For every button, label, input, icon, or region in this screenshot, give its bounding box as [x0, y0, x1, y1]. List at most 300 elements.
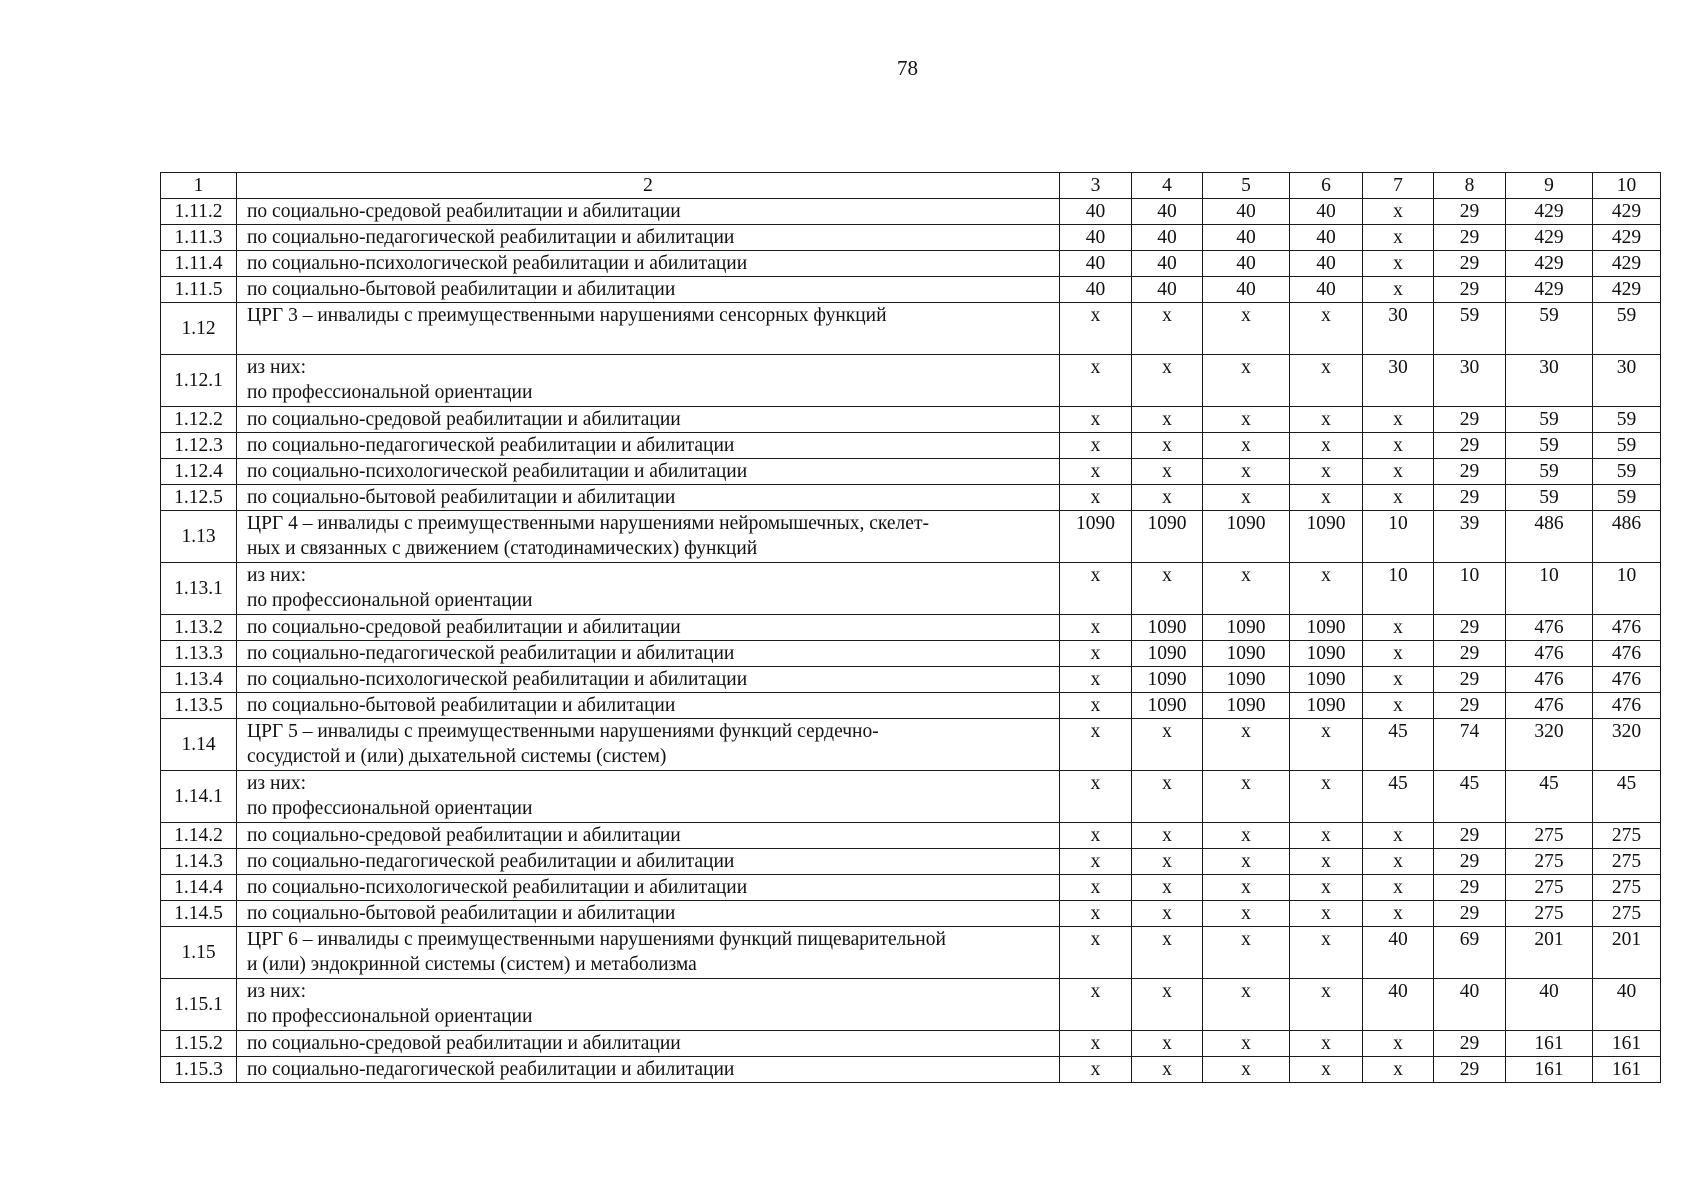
value-cell-col-5: 1090 [1203, 641, 1290, 667]
value-cell-col-10: 476 [1593, 667, 1661, 693]
row-description-cell [237, 823, 1060, 849]
row-description-cell [237, 433, 1060, 459]
row-code-cell: 1.14.2 [161, 823, 237, 849]
row-description-cell [237, 979, 1060, 1031]
table-row [161, 199, 1661, 225]
value-cell-col-3: 40 [1060, 225, 1132, 251]
value-cell-col-10: 476 [1593, 615, 1661, 641]
value-cell-col-7: 45 [1363, 771, 1434, 823]
value-cell-col-9: 275 [1506, 875, 1593, 901]
value-cell-col-4: х [1132, 485, 1203, 511]
value-cell-col-9: 30 [1506, 355, 1593, 407]
value-cell-col-3: х [1060, 1031, 1132, 1057]
value-cell-col-10: 429 [1593, 225, 1661, 251]
table-row [161, 927, 1661, 979]
header-cell: 4 [1132, 173, 1203, 199]
description-line: по профессиональной ориентации [247, 798, 533, 819]
value-cell-col-9: 275 [1506, 901, 1593, 927]
row-code-cell: 1.11.2 [161, 199, 237, 225]
description-line: ЦРГ 4 – инвалиды с преимущественными нарушениями нейромышечных, скелет- [247, 513, 929, 534]
value-cell-col-3: 1090 [1060, 511, 1132, 563]
value-cell-col-9: 476 [1506, 667, 1593, 693]
value-cell-col-4: х [1132, 875, 1203, 901]
row-description-cell [237, 771, 1060, 823]
value-cell-col-9: 476 [1506, 641, 1593, 667]
value-cell-col-3: х [1060, 667, 1132, 693]
value-cell-col-9: 10 [1506, 563, 1593, 615]
row-code-cell: 1.11.4 [161, 251, 237, 277]
page-number: 78 [897, 56, 918, 80]
value-cell-col-5: х [1203, 433, 1290, 459]
value-cell-col-8: 29 [1434, 901, 1506, 927]
value-cell-col-10: 59 [1593, 485, 1661, 511]
row-code-cell: 1.14.5 [161, 901, 237, 927]
table-row [161, 459, 1661, 485]
description-line: ЦРГ 6 – инвалиды с преимущественными нарушениями функций пищеварительной [247, 929, 946, 950]
value-cell-col-4: х [1132, 719, 1203, 771]
table-row [161, 719, 1661, 771]
header-cell: 6 [1290, 173, 1363, 199]
value-cell-col-9: 476 [1506, 615, 1593, 641]
value-cell-col-4: х [1132, 355, 1203, 407]
value-cell-col-7: х [1363, 667, 1434, 693]
description-line: из них: [247, 357, 307, 378]
description-line: по социально-педагогической реабилитации и абилитации [247, 643, 735, 664]
row-code-cell: 1.12.2 [161, 407, 237, 433]
value-cell-col-6: 1090 [1290, 693, 1363, 719]
value-cell-col-3: х [1060, 433, 1132, 459]
value-cell-col-6: х [1290, 433, 1363, 459]
value-cell-col-8: 39 [1434, 511, 1506, 563]
table-row [161, 615, 1661, 641]
value-cell-col-5: х [1203, 407, 1290, 433]
row-description-cell [237, 1031, 1060, 1057]
value-cell-col-8: 29 [1434, 615, 1506, 641]
row-code-cell: 1.15 [161, 927, 237, 979]
value-cell-col-4: х [1132, 563, 1203, 615]
value-cell-col-3: х [1060, 355, 1132, 407]
value-cell-col-4: х [1132, 823, 1203, 849]
value-cell-col-7: х [1363, 251, 1434, 277]
value-cell-col-3: х [1060, 849, 1132, 875]
header-cell: 9 [1506, 173, 1593, 199]
row-description-cell [237, 901, 1060, 927]
value-cell-col-4: х [1132, 407, 1203, 433]
data-table-container [160, 172, 1660, 1083]
value-cell-col-8: 29 [1434, 277, 1506, 303]
value-cell-col-4: х [1132, 1031, 1203, 1057]
value-cell-col-10: 10 [1593, 563, 1661, 615]
value-cell-col-5: х [1203, 979, 1290, 1031]
value-cell-col-3: 40 [1060, 277, 1132, 303]
value-cell-col-5: х [1203, 355, 1290, 407]
table-row [161, 303, 1661, 355]
description-line: по профессиональной ориентации [247, 590, 533, 611]
value-cell-col-6: х [1290, 459, 1363, 485]
value-cell-col-9: 320 [1506, 719, 1593, 771]
value-cell-col-10: 59 [1593, 303, 1661, 355]
value-cell-col-5: х [1203, 927, 1290, 979]
value-cell-col-8: 29 [1434, 433, 1506, 459]
row-code-cell: 1.14.3 [161, 849, 237, 875]
value-cell-col-4: 1090 [1132, 615, 1203, 641]
value-cell-col-6: х [1290, 901, 1363, 927]
value-cell-col-8: 29 [1434, 823, 1506, 849]
description-line: ЦРГ 3 – инвалиды с преимущественными нарушениями сенсорных функций [247, 305, 887, 326]
value-cell-col-3: х [1060, 1057, 1132, 1083]
value-cell-col-3: х [1060, 615, 1132, 641]
value-cell-col-10: 275 [1593, 849, 1661, 875]
description-line: ЦРГ 5 – инвалиды с преимущественными нарушениями функций сердечно- [247, 721, 879, 742]
description-line: и (или) эндокринной системы (систем) и метаболизма [247, 954, 697, 975]
value-cell-col-7: х [1363, 901, 1434, 927]
value-cell-col-7: х [1363, 225, 1434, 251]
value-cell-col-10: 476 [1593, 641, 1661, 667]
table-row [161, 979, 1661, 1031]
value-cell-col-10: 161 [1593, 1057, 1661, 1083]
value-cell-col-6: 40 [1290, 277, 1363, 303]
value-cell-col-8: 30 [1434, 355, 1506, 407]
value-cell-col-7: 40 [1363, 979, 1434, 1031]
row-code-cell: 1.14.1 [161, 771, 237, 823]
description-line: по социально-бытовой реабилитации и абилитации [247, 695, 676, 716]
table-row [161, 641, 1661, 667]
value-cell-col-9: 429 [1506, 277, 1593, 303]
table-row [161, 771, 1661, 823]
row-description-cell [237, 641, 1060, 667]
row-description-cell [237, 459, 1060, 485]
value-cell-col-5: х [1203, 849, 1290, 875]
value-cell-col-4: х [1132, 849, 1203, 875]
row-code-cell: 1.13.1 [161, 563, 237, 615]
table-row [161, 823, 1661, 849]
value-cell-col-7: х [1363, 849, 1434, 875]
value-cell-col-7: 30 [1363, 355, 1434, 407]
value-cell-col-8: 59 [1434, 303, 1506, 355]
value-cell-col-8: 40 [1434, 979, 1506, 1031]
value-cell-col-8: 10 [1434, 563, 1506, 615]
value-cell-col-4: х [1132, 303, 1203, 355]
row-description-cell [237, 251, 1060, 277]
value-cell-col-10: 429 [1593, 251, 1661, 277]
value-cell-col-7: х [1363, 199, 1434, 225]
value-cell-col-8: 29 [1434, 667, 1506, 693]
table-row [161, 849, 1661, 875]
row-code-cell: 1.12.3 [161, 433, 237, 459]
value-cell-col-7: х [1363, 823, 1434, 849]
description-line: ных и связанных с движением (статодинамических) функций [247, 538, 758, 559]
table-row [161, 407, 1661, 433]
value-cell-col-6: х [1290, 485, 1363, 511]
value-cell-col-5: 40 [1203, 251, 1290, 277]
value-cell-col-3: х [1060, 459, 1132, 485]
row-description-cell [237, 277, 1060, 303]
value-cell-col-8: 45 [1434, 771, 1506, 823]
table-row [161, 563, 1661, 615]
value-cell-col-9: 161 [1506, 1057, 1593, 1083]
row-code-cell: 1.12.5 [161, 485, 237, 511]
value-cell-col-10: 275 [1593, 823, 1661, 849]
value-cell-col-7: 40 [1363, 927, 1434, 979]
value-cell-col-8: 29 [1434, 485, 1506, 511]
value-cell-col-3: х [1060, 979, 1132, 1031]
value-cell-col-4: 1090 [1132, 667, 1203, 693]
value-cell-col-4: х [1132, 433, 1203, 459]
header-cell: 8 [1434, 173, 1506, 199]
value-cell-col-3: х [1060, 693, 1132, 719]
description-line: по социально-педагогической реабилитации и абилитации [247, 851, 735, 872]
row-code-cell: 1.13.4 [161, 667, 237, 693]
row-description-cell [237, 1057, 1060, 1083]
value-cell-col-3: х [1060, 901, 1132, 927]
description-line: по социально-бытовой реабилитации и абилитации [247, 279, 676, 300]
header-cell: 5 [1203, 173, 1290, 199]
value-cell-col-3: х [1060, 823, 1132, 849]
table-row [161, 511, 1661, 563]
description-line: по социально-средовой реабилитации и абилитации [247, 825, 681, 846]
value-cell-col-3: 40 [1060, 251, 1132, 277]
value-cell-col-8: 69 [1434, 927, 1506, 979]
value-cell-col-8: 29 [1434, 251, 1506, 277]
value-cell-col-6: х [1290, 927, 1363, 979]
value-cell-col-3: х [1060, 303, 1132, 355]
value-cell-col-7: 30 [1363, 303, 1434, 355]
value-cell-col-10: 161 [1593, 1031, 1661, 1057]
value-cell-col-7: х [1363, 433, 1434, 459]
table-row [161, 433, 1661, 459]
value-cell-col-8: 29 [1434, 693, 1506, 719]
description-line: по социально-психологической реабилитации и абилитации [247, 461, 748, 482]
description-line: по профессиональной ориентации [247, 1006, 533, 1027]
table-row [161, 693, 1661, 719]
value-cell-col-9: 161 [1506, 1031, 1593, 1057]
value-cell-col-10: 59 [1593, 433, 1661, 459]
value-cell-col-10: 30 [1593, 355, 1661, 407]
row-description-cell [237, 407, 1060, 433]
value-cell-col-9: 40 [1506, 979, 1593, 1031]
description-line: сосудистой и (или) дыхательной системы (систем) [247, 746, 667, 767]
value-cell-col-6: х [1290, 563, 1363, 615]
value-cell-col-9: 275 [1506, 849, 1593, 875]
value-cell-col-3: х [1060, 927, 1132, 979]
value-cell-col-8: 29 [1434, 875, 1506, 901]
value-cell-col-7: х [1363, 485, 1434, 511]
value-cell-col-10: 320 [1593, 719, 1661, 771]
value-cell-col-5: 1090 [1203, 615, 1290, 641]
value-cell-col-4: 1090 [1132, 641, 1203, 667]
table-row [161, 1031, 1661, 1057]
value-cell-col-6: х [1290, 719, 1363, 771]
row-code-cell: 1.12.1 [161, 355, 237, 407]
description-line: из них: [247, 981, 307, 1002]
value-cell-col-5: х [1203, 1031, 1290, 1057]
row-description-cell [237, 719, 1060, 771]
value-cell-col-7: х [1363, 407, 1434, 433]
value-cell-col-6: 40 [1290, 251, 1363, 277]
header-cell: 7 [1363, 173, 1434, 199]
value-cell-col-10: 201 [1593, 927, 1661, 979]
description-line: по социально-педагогической реабилитации и абилитации [247, 227, 735, 248]
row-description-cell [237, 355, 1060, 407]
header-cell: 2 [237, 173, 1060, 199]
value-cell-col-8: 29 [1434, 199, 1506, 225]
row-description-cell [237, 225, 1060, 251]
description-line: по социально-бытовой реабилитации и абилитации [247, 487, 676, 508]
value-cell-col-9: 59 [1506, 433, 1593, 459]
row-description-cell [237, 849, 1060, 875]
value-cell-col-3: х [1060, 485, 1132, 511]
description-line: по социально-педагогической реабилитации и абилитации [247, 435, 735, 456]
row-code-cell: 1.13.5 [161, 693, 237, 719]
value-cell-col-3: 40 [1060, 199, 1132, 225]
table-row [161, 485, 1661, 511]
value-cell-col-7: х [1363, 1057, 1434, 1083]
row-code-cell: 1.14 [161, 719, 237, 771]
value-cell-col-8: 29 [1434, 459, 1506, 485]
value-cell-col-6: х [1290, 1031, 1363, 1057]
value-cell-col-7: х [1363, 277, 1434, 303]
description-line: по социально-психологической реабилитации и абилитации [247, 253, 748, 274]
value-cell-col-6: 40 [1290, 199, 1363, 225]
row-description-cell [237, 303, 1060, 355]
value-cell-col-5: х [1203, 1057, 1290, 1083]
value-cell-col-8: 29 [1434, 1057, 1506, 1083]
row-description-cell [237, 511, 1060, 563]
row-code-cell: 1.12 [161, 303, 237, 355]
value-cell-col-8: 29 [1434, 407, 1506, 433]
value-cell-col-6: х [1290, 303, 1363, 355]
row-code-cell: 1.13.2 [161, 615, 237, 641]
description-line: по социально-средовой реабилитации и абилитации [247, 617, 681, 638]
value-cell-col-5: 40 [1203, 225, 1290, 251]
value-cell-col-9: 429 [1506, 225, 1593, 251]
row-description-cell [237, 927, 1060, 979]
value-cell-col-5: 40 [1203, 277, 1290, 303]
value-cell-col-6: х [1290, 823, 1363, 849]
value-cell-col-4: х [1132, 901, 1203, 927]
value-cell-col-9: 429 [1506, 199, 1593, 225]
row-description-cell [237, 485, 1060, 511]
value-cell-col-6: х [1290, 771, 1363, 823]
value-cell-col-3: х [1060, 407, 1132, 433]
row-description-cell [237, 199, 1060, 225]
table-row [161, 1057, 1661, 1083]
table-row [161, 667, 1661, 693]
value-cell-col-8: 74 [1434, 719, 1506, 771]
value-cell-col-3: х [1060, 563, 1132, 615]
table-row [161, 901, 1661, 927]
value-cell-col-9: 486 [1506, 511, 1593, 563]
row-code-cell: 1.12.4 [161, 459, 237, 485]
value-cell-col-5: 40 [1203, 199, 1290, 225]
header-cell: 1 [161, 173, 237, 199]
value-cell-col-4: 40 [1132, 251, 1203, 277]
value-cell-col-6: х [1290, 355, 1363, 407]
value-cell-col-6: х [1290, 875, 1363, 901]
value-cell-col-10: 476 [1593, 693, 1661, 719]
value-cell-col-7: 10 [1363, 511, 1434, 563]
value-cell-col-4: 40 [1132, 277, 1203, 303]
value-cell-col-8: 29 [1434, 225, 1506, 251]
value-cell-col-10: 429 [1593, 277, 1661, 303]
row-code-cell: 1.13 [161, 511, 237, 563]
value-cell-col-10: 486 [1593, 511, 1661, 563]
row-description-cell [237, 615, 1060, 641]
value-cell-col-6: 1090 [1290, 667, 1363, 693]
value-cell-col-10: 59 [1593, 459, 1661, 485]
value-cell-col-6: х [1290, 407, 1363, 433]
value-cell-col-4: х [1132, 1057, 1203, 1083]
value-cell-col-7: х [1363, 1031, 1434, 1057]
value-cell-col-8: 29 [1434, 641, 1506, 667]
value-cell-col-4: 1090 [1132, 511, 1203, 563]
value-cell-col-9: 59 [1506, 485, 1593, 511]
table-body [161, 173, 1661, 1083]
value-cell-col-4: х [1132, 771, 1203, 823]
value-cell-col-4: х [1132, 927, 1203, 979]
description-line: по социально-средовой реабилитации и абилитации [247, 201, 681, 222]
value-cell-col-5: 1090 [1203, 667, 1290, 693]
value-cell-col-6: х [1290, 849, 1363, 875]
description-line: по социально-средовой реабилитации и абилитации [247, 1033, 681, 1054]
value-cell-col-6: 1090 [1290, 641, 1363, 667]
table-row [161, 875, 1661, 901]
value-cell-col-5: х [1203, 563, 1290, 615]
row-description-cell [237, 563, 1060, 615]
value-cell-col-9: 476 [1506, 693, 1593, 719]
value-cell-col-9: 59 [1506, 459, 1593, 485]
value-cell-col-10: 40 [1593, 979, 1661, 1031]
value-cell-col-10: 59 [1593, 407, 1661, 433]
value-cell-col-7: 45 [1363, 719, 1434, 771]
row-description-cell [237, 667, 1060, 693]
table-row [161, 277, 1661, 303]
value-cell-col-7: 10 [1363, 563, 1434, 615]
value-cell-col-5: х [1203, 823, 1290, 849]
row-code-cell: 1.14.4 [161, 875, 237, 901]
value-cell-col-10: 429 [1593, 199, 1661, 225]
row-code-cell: 1.15.1 [161, 979, 237, 1031]
value-cell-col-5: х [1203, 459, 1290, 485]
value-cell-col-9: 59 [1506, 407, 1593, 433]
description-line: по социально-бытовой реабилитации и абилитации [247, 903, 676, 924]
value-cell-col-5: 1090 [1203, 693, 1290, 719]
value-cell-col-3: х [1060, 641, 1132, 667]
table-row [161, 225, 1661, 251]
value-cell-col-6: 1090 [1290, 615, 1363, 641]
header-cell: 10 [1593, 173, 1661, 199]
table-header-row [161, 173, 1661, 199]
description-line: по социально-педагогической реабилитации и абилитации [247, 1059, 735, 1080]
value-cell-col-6: х [1290, 979, 1363, 1031]
row-code-cell: 1.15.3 [161, 1057, 237, 1083]
value-cell-col-4: х [1132, 459, 1203, 485]
value-cell-col-9: 429 [1506, 251, 1593, 277]
value-cell-col-5: х [1203, 771, 1290, 823]
description-line: из них: [247, 773, 307, 794]
value-cell-col-8: 29 [1434, 1031, 1506, 1057]
value-cell-col-4: 40 [1132, 199, 1203, 225]
value-cell-col-10: 45 [1593, 771, 1661, 823]
row-code-cell: 1.11.5 [161, 277, 237, 303]
value-cell-col-5: 1090 [1203, 511, 1290, 563]
value-cell-col-9: 275 [1506, 823, 1593, 849]
value-cell-col-6: 40 [1290, 225, 1363, 251]
value-cell-col-3: х [1060, 875, 1132, 901]
value-cell-col-7: х [1363, 615, 1434, 641]
value-cell-col-5: х [1203, 303, 1290, 355]
value-cell-col-7: х [1363, 875, 1434, 901]
